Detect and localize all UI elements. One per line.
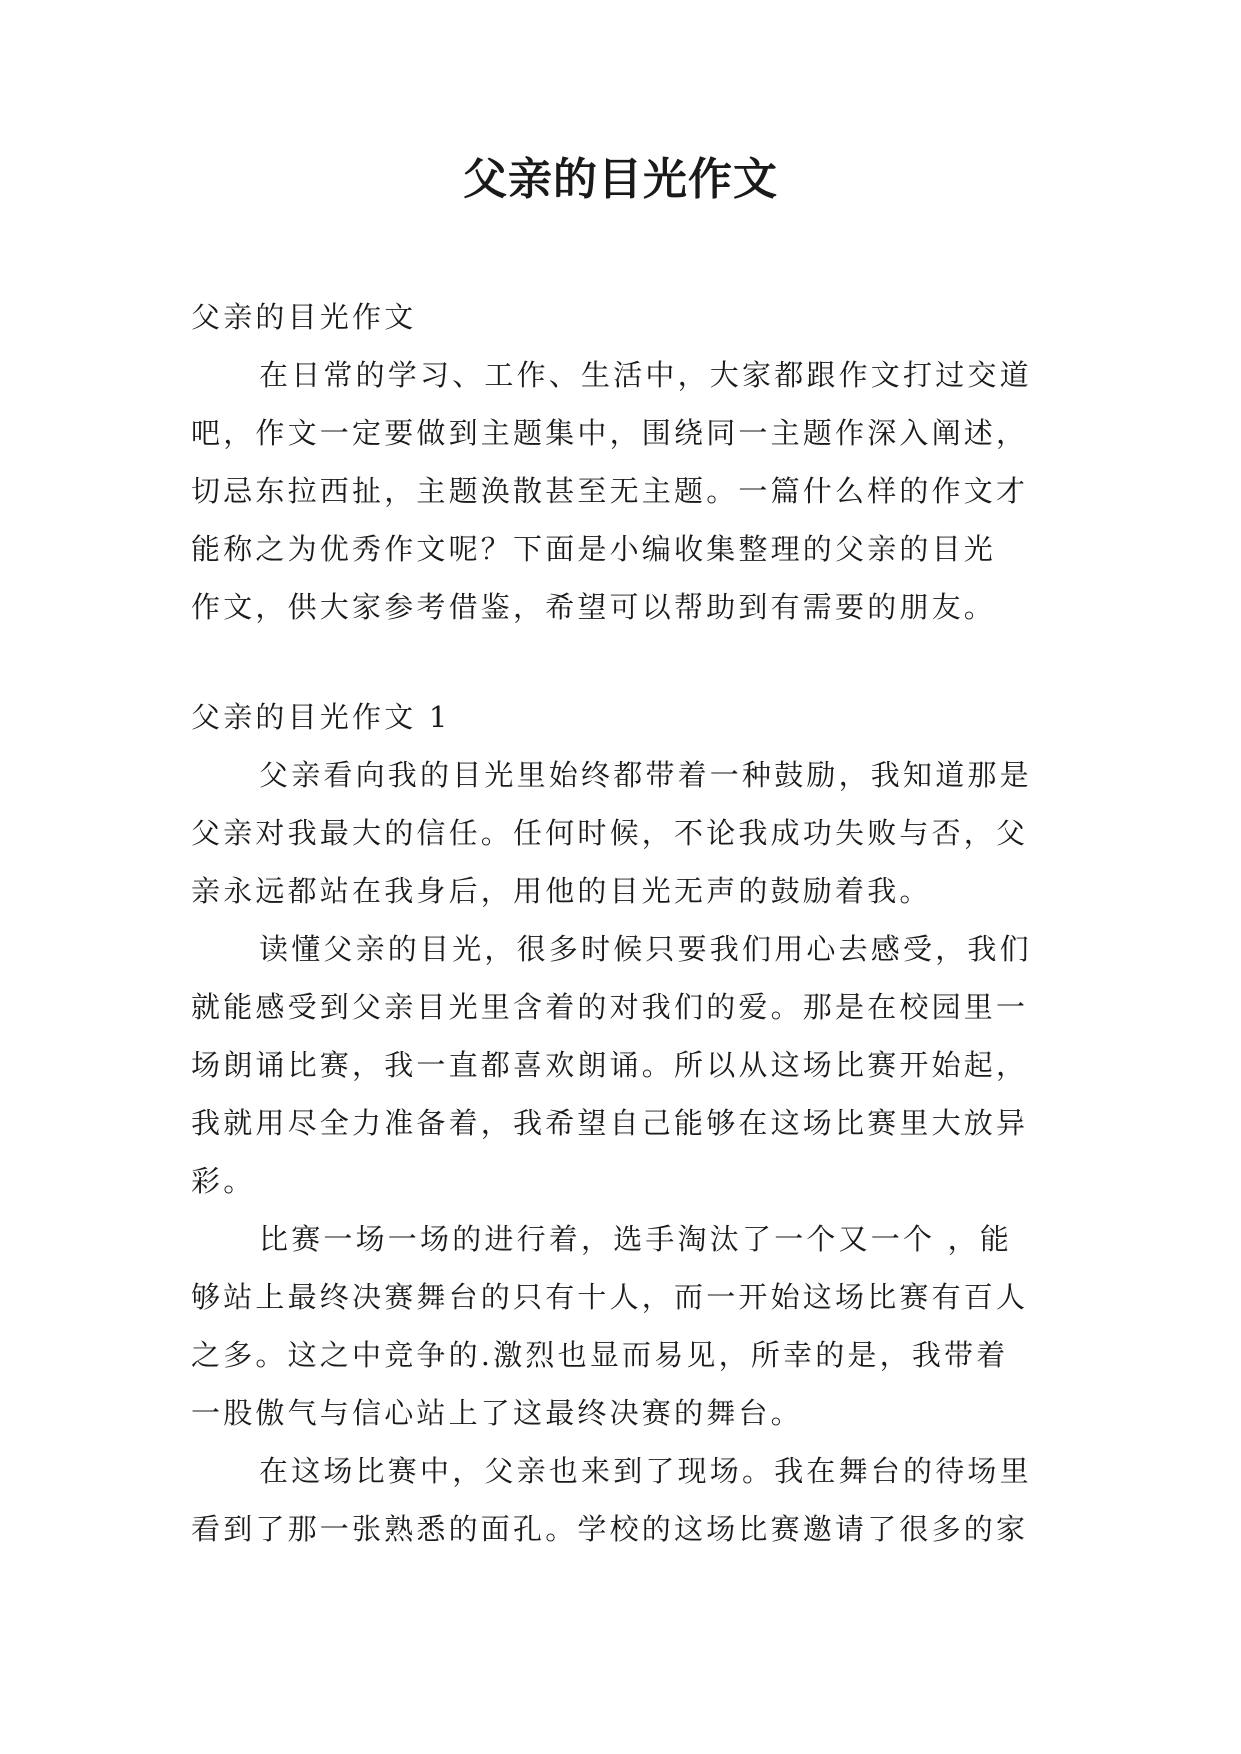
paragraph-line: 能称之为优秀作文呢？下面是小编收集整理的父亲的目光 xyxy=(191,532,997,566)
paragraph-line: 一股傲气与信心站上了这最终决赛的舞台。 xyxy=(191,1396,803,1430)
document-title: 父亲的目光作文 xyxy=(463,154,778,205)
paragraph-line: 亲永远都站在我身后，用他的目光无声的鼓励着我。 xyxy=(191,874,932,908)
paragraph-3 xyxy=(191,1210,1061,1442)
paragraph-line: 吧，作文一定要做到主题集中，围绕同一主题作深入阐述， xyxy=(191,416,1029,450)
paragraph-line: 在日常的学习、工作、生活中，大家都跟作文打过交道 xyxy=(259,358,1032,392)
paragraph-line: 彩。 xyxy=(191,1164,256,1198)
paragraph-1 xyxy=(191,746,1061,920)
spacer xyxy=(191,636,1061,688)
paragraph-line: 比赛一场一场的进行着，选手淘汰了一个又一个 ，能 xyxy=(259,1222,1013,1256)
paragraph-4 xyxy=(191,1442,1061,1558)
paragraph-line: 之多。这之中竞争的.激烈也显而易见，所幸的是，我带着 xyxy=(191,1338,1009,1372)
paragraph-line: 我就用尽全力准备着，我希望自己能够在这场比赛里大放异 xyxy=(191,1106,1029,1140)
paragraph-line: 读懂父亲的目光，很多时候只要我们用心去感受，我们 xyxy=(259,932,1032,966)
paragraph-line: 够站上最终决赛舞台的只有十人，而一开始这场比赛有百人 xyxy=(191,1280,1029,1314)
paragraph-line: 就能感受到父亲目光里含着的对我们的爱。那是在校园里一 xyxy=(191,990,1029,1024)
paragraph-line: 切忌东拉西扯，主题涣散甚至无主题。一篇什么样的作文才 xyxy=(191,474,1029,508)
section-heading: 父亲的目光作文 1 xyxy=(191,700,451,734)
document-body xyxy=(191,288,1061,1558)
paragraph-line: 作文，供大家参考借鉴，希望可以帮助到有需要的朋友。 xyxy=(191,590,997,624)
paragraph-line: 父亲对我最大的信任。任何时候，不论我成功失败与否，父 xyxy=(191,816,1029,850)
paragraph-line: 在这场比赛中，父亲也来到了现场。我在舞台的待场里 xyxy=(259,1454,1032,1488)
paragraph-2 xyxy=(191,920,1061,1210)
paragraph-line: 场朗诵比赛，我一直都喜欢朗诵。所以从这场比赛开始起， xyxy=(191,1048,1029,1082)
paragraph-line: 看到了那一张熟悉的面孔。学校的这场比赛邀请了很多的家 xyxy=(191,1512,1029,1546)
intro-heading: 父亲的目光作文 xyxy=(191,300,417,334)
intro-paragraph xyxy=(191,346,1061,636)
paragraph-line: 父亲看向我的目光里始终都带着一种鼓励，我知道那是 xyxy=(259,758,1032,792)
